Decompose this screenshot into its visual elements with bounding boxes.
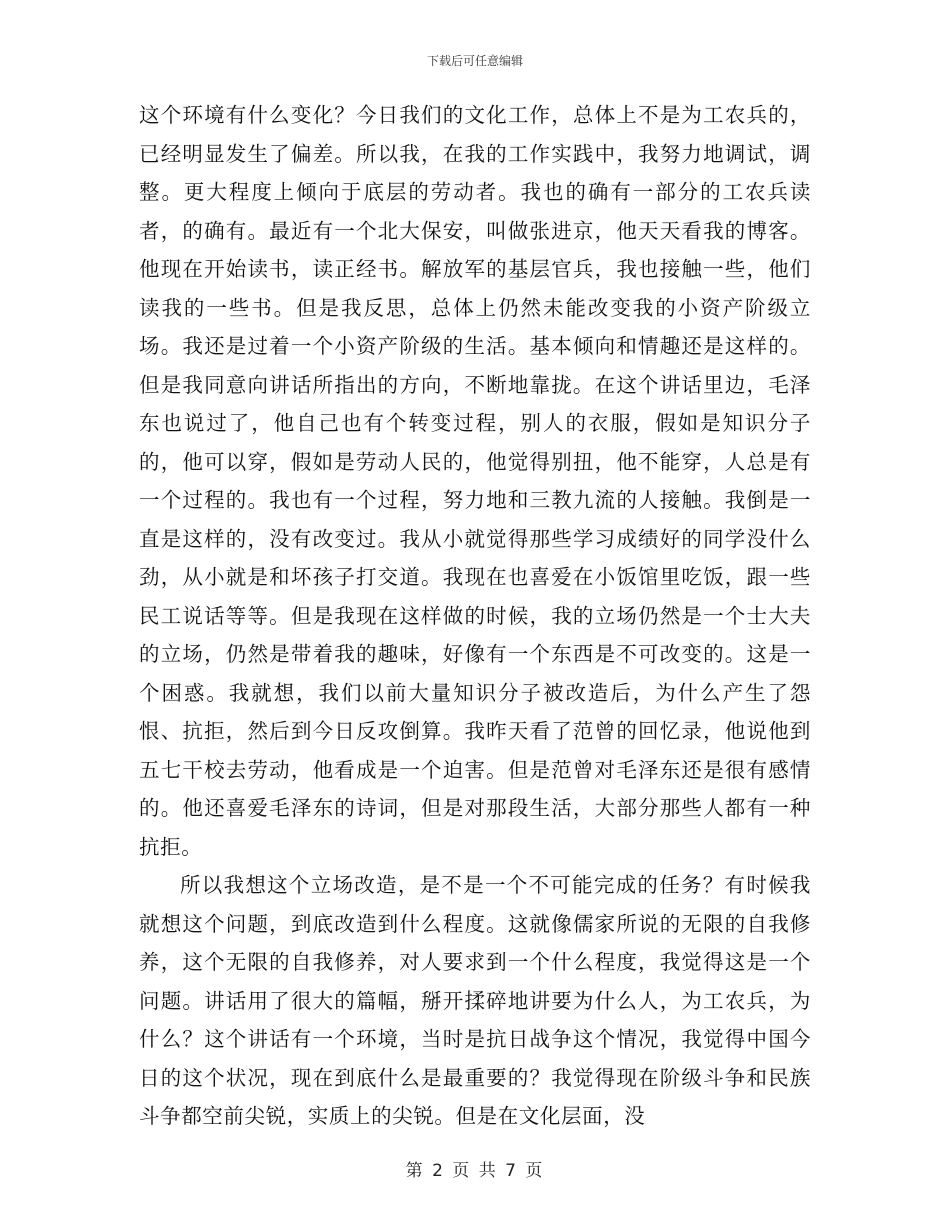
page-header: 下载后可任意编辑 (426, 54, 523, 68)
body-text (139, 96, 811, 1136)
page-number-footer: 第 2 页 共 7 页 (405, 1161, 545, 1181)
paragraph-2: 所以我想这个立场改造，是不是一个不可能完成的任务？有时候我就想这个问题，到底改造到什么程度。这就像儒家所说的无限的自我修养，这个无限的自我修养，对人要求到一个什么程度，我觉得这是一个问题。讲话用了很大的篇幅，掰开揉碎地讲要为什么人，为工农兵，为什么？这个讲话有一个环境，当时是抗日战争这个情况，我觉得中国今日的这个状况，现在到底什么是最重要的？我觉得现在阶级斗争和民族斗争都空前尖锐，实质上的尖锐。但是在文化层面，没 (139, 873, 811, 1128)
paragraph-1: 这个环境有什么变化？今日我们的文化工作，总体上不是为工农兵的，已经明显发生了偏差。所以我，在我的工作实践中，我努力地调试，调整。更大程度上倾向于底层的劳动者。我也的确有一部分的工农兵读者，的确有。最近有一个北大保安，叫做张进京，他天天看我的博客。他现在开始读书，读正经书。解放军的基层官兵，我也接触一些，他们读我的一些书。但是我反思，总体上仍然未能改变我的小资产阶级立场。我还是过着一个小资产阶级的生活。基本倾向和情趣还是这样的。但是我同意向讲话所指出的方向，不断地靠拢。在这个讲话里边，毛泽东也说过了，他自己也有个转变过程，别人的衣服，假如是知识分子的，他可以穿，假如是劳动人民的，他觉得别扭，他不能穿，人总是有一个过程的。我也有一个过程，努力地和三教九流的人接触。我倒是一直是这样的，没有改变过。我从小就觉得那些学习成绩好的同学没什么劲，从小就是和坏孩子打交道。我现在也喜爱在小饭馆里吃饭，跟一些民工说话等等。但是我现在这样做的时候，我的立场仍然是一个士大夫的立场，仍然是带着我的趣味，好像有一个东西是不可改变的。这是一个困惑。我就想，我们以前大量知识分子被改造后，为什么产生了怨恨、抗拒，然后到今日反攻倒算。我昨天看了范曾的回忆录，他说他到五七干校去劳动，他看成是一个迫害。但是范曾对毛泽东还是很有感情的。他还喜爱毛泽东的诗词，但是对那段生活，大部分那些人都有一种抗拒。 (139, 103, 811, 859)
